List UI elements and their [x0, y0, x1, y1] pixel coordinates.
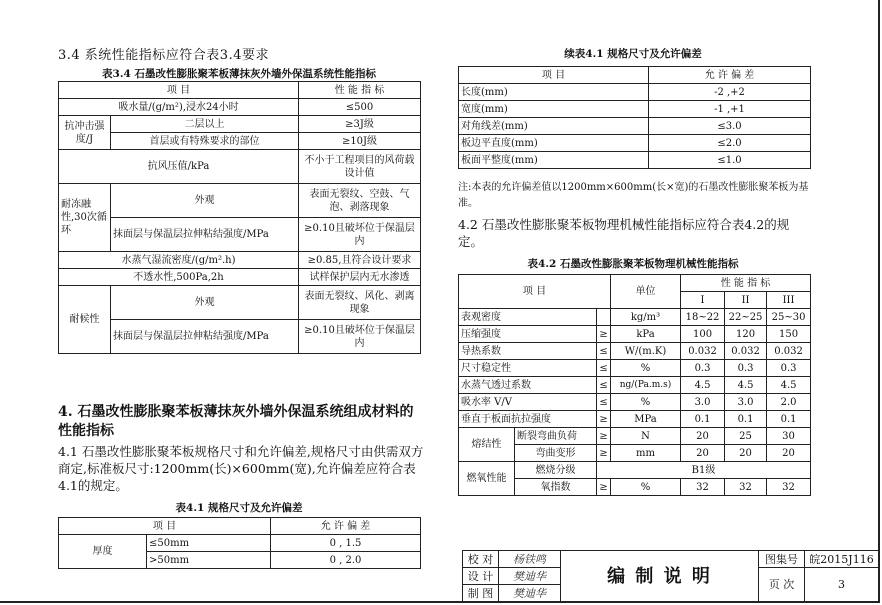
cell-melt-label: 熔结性	[459, 428, 515, 462]
table-3-4-caption: 表3.4 石墨改性膨胀聚苯板薄抹灰外墙外保温系统性能指标	[102, 68, 376, 80]
cell-op: ≥	[597, 479, 611, 496]
cell-v3: 0.1	[767, 411, 811, 428]
section-3-4-heading: 3.4 系统性能指标应符合表3.4要求	[58, 48, 269, 63]
cell-v2: 0 , 2.0	[271, 552, 421, 569]
atlas-number: 皖2015J116	[805, 551, 879, 568]
cell-vapor-item: 水蒸气湿流密度/(g/m².h)	[59, 252, 299, 269]
cell-wind-item: 抗风压值/kPa	[59, 150, 299, 184]
cell-burn-r1: 燃烧分级	[515, 462, 597, 479]
cell-weather-label: 耐候性	[59, 286, 111, 354]
atlas-label: 图集号	[759, 551, 805, 568]
cell-thick: 厚度	[59, 535, 147, 569]
cell-unit: W/(m.K)	[611, 343, 681, 360]
cell-item: 尺寸稳定性	[459, 360, 597, 377]
cell-v1: 32	[681, 479, 725, 496]
cell-item: 表观密度	[459, 309, 597, 326]
cell-v1: 100	[681, 326, 725, 343]
cell-v2: 0.3	[725, 360, 767, 377]
drawing-title: 编 制 说 明	[561, 551, 759, 602]
cell-op: ≤	[597, 377, 611, 394]
cell-freeze-bond-val: ≥0.10且破坏位于保温层内	[299, 218, 421, 252]
section-4-2-text: 4.2 石墨改性膨胀聚苯板物理机械性能指标应符合表4.2的规定。	[458, 217, 790, 249]
cell-vapor-val: ≥0.85,且符合设计要求	[299, 252, 421, 269]
cell-v1: 20	[681, 445, 725, 462]
cell-item: 水蒸气透过系数	[459, 377, 597, 394]
cell-weather-look-val: 表面无裂纹、风化、剥离现象	[299, 286, 421, 320]
check-signature: 杨铁鸣	[499, 551, 561, 568]
cell-v3: 20	[767, 445, 811, 462]
cell-item: 宽度(mm)	[459, 101, 649, 118]
cell-v3: 30	[767, 428, 811, 445]
cell-v1: 18~22	[681, 309, 725, 326]
cell-burn-r1-val: B1级	[597, 462, 811, 479]
cell-item: 吸水率 V/V	[459, 394, 597, 411]
cell-v3: 0.032	[767, 343, 811, 360]
cell-v1: 0 , 1.5	[271, 535, 421, 552]
cell-v2: 25	[725, 428, 767, 445]
cell-unit: kg/m³	[611, 309, 681, 326]
cell-item: 板边平直度(mm)	[459, 135, 649, 152]
cell-v3: 4.5	[767, 377, 811, 394]
cell-item: 长度(mm)	[459, 84, 649, 101]
page-label: 页 次	[759, 568, 805, 602]
cell-unit: %	[611, 394, 681, 411]
cell-v3: 25~30	[767, 309, 811, 326]
cell-v3: 2.0	[767, 394, 811, 411]
cell-impact-r1: 二层以上	[111, 116, 299, 133]
table-4-1	[58, 517, 421, 569]
cell-v1: 4.5	[681, 377, 725, 394]
cell-val: -1 ,+1	[649, 101, 811, 118]
th-grade-2: II	[725, 292, 767, 309]
cell-impact-r2: 首层或有特殊要求的部位	[111, 133, 299, 150]
th-dev: 允 许 偏 差	[649, 67, 811, 84]
cell-r1: ≤50mm	[147, 535, 271, 552]
cell-melt-r1: 断裂弯曲负荷	[515, 428, 597, 445]
cell-unit: kPa	[611, 326, 681, 343]
cell-item: 板面平整度(mm)	[459, 152, 649, 169]
th-perf: 性 能 指 标	[299, 82, 421, 99]
draw-signature: 樊迪华	[499, 585, 561, 602]
cell-burn-label: 燃氧性能	[459, 462, 515, 496]
cell-unit: %	[611, 479, 681, 496]
cell-val: -2 ,+2	[649, 84, 811, 101]
cell-v1: 3.0	[681, 394, 725, 411]
th-item: 项 目	[59, 82, 299, 99]
cell-water-val: ≤500	[299, 99, 421, 116]
cell-imperm-val: 试样保护层内无水渗透	[299, 269, 421, 286]
cell-op: ≥	[597, 411, 611, 428]
cell-impact-v1: ≥3J级	[299, 116, 421, 133]
cell-op	[597, 309, 611, 326]
cell-v1: 20	[681, 428, 725, 445]
cell-freeze-look: 外观	[111, 184, 299, 218]
cell-unit: mm	[611, 445, 681, 462]
th-dev: 允 许 偏 差	[271, 518, 421, 535]
design-signature: 樊迪华	[499, 568, 561, 585]
title-block	[462, 550, 879, 602]
cell-weather-bond-val: ≥0.10且破坏位于保温层内	[299, 320, 421, 354]
cell-v1: 0.1	[681, 411, 725, 428]
cell-val: ≤2.0	[649, 135, 811, 152]
table-4-1-cont-caption: 续表4.1 规格尺寸及允许偏差	[564, 48, 702, 60]
cell-v1: 0.3	[681, 360, 725, 377]
cell-op: ≥	[597, 445, 611, 462]
cell-v2: 0.1	[725, 411, 767, 428]
section-4-1-text: 4.1 石墨改性膨胀聚苯板规格尺寸和允许偏差,规格尺寸由供需双方商定,标准板尺寸:1200mm(长)×600mm(宽),允许偏差应符合表4.1的规定。	[58, 444, 424, 493]
cell-op: ≥	[597, 326, 611, 343]
cell-water-item: 吸水量/(g/m²),浸水24小时	[59, 99, 299, 116]
cell-op: ≥	[597, 428, 611, 445]
draw-label: 制 图	[463, 585, 499, 602]
cell-unit: MPa	[611, 411, 681, 428]
cell-burn-r2: 氧指数	[515, 479, 597, 496]
section-4-heading: 4. 石墨改性膨胀聚苯板薄抹灰外墙外保温系统组成材料的性能指标	[58, 404, 414, 439]
cell-melt-r2: 弯曲变形	[515, 445, 597, 462]
cell-unit: ng/(Pa.m.s)	[611, 377, 681, 394]
cell-impact-v2: ≥10J级	[299, 133, 421, 150]
cell-wind-val: 不小于工程项目的风荷载设计值	[299, 150, 421, 184]
cell-v2: 4.5	[725, 377, 767, 394]
cell-v3: 0.3	[767, 360, 811, 377]
th-item: 项 目	[459, 275, 611, 309]
th-unit: 单位	[611, 275, 681, 309]
cell-unit: N	[611, 428, 681, 445]
cell-item: 垂直于板面抗拉强度	[459, 411, 597, 428]
cell-imperm-item: 不透水性,500Pa,2h	[59, 269, 299, 286]
th-perf: 性 能 指 标	[681, 275, 811, 292]
cell-op: ≤	[597, 343, 611, 360]
cell-v2: 20	[725, 445, 767, 462]
cell-v2: 32	[725, 479, 767, 496]
table-4-1-continued	[458, 66, 811, 169]
cell-freeze-bond: 抹面层与保温层拉伸粘结强度/MPa	[111, 218, 299, 252]
table-3-4	[58, 81, 421, 354]
design-label: 设 计	[463, 568, 499, 585]
cell-r2: >50mm	[147, 552, 271, 569]
cell-val: ≤3.0	[649, 118, 811, 135]
cell-op: ≤	[597, 394, 611, 411]
cell-impact-label: 抗冲击强度/J	[59, 116, 111, 150]
cell-item: 对角线差(mm)	[459, 118, 649, 135]
cell-freeze-label: 耐冻融性,30次循环	[59, 184, 111, 252]
th-item: 项 目	[459, 67, 649, 84]
th-item: 项 目	[59, 518, 271, 535]
cell-v2: 0.032	[725, 343, 767, 360]
cell-weather-bond: 抹面层与保温层拉伸粘结强度/MPa	[111, 320, 299, 354]
cell-op: ≤	[597, 360, 611, 377]
cell-v1: 0.032	[681, 343, 725, 360]
cell-item: 压缩强度	[459, 326, 597, 343]
cell-weather-look: 外观	[111, 286, 299, 320]
cell-unit: %	[611, 360, 681, 377]
cell-v3: 32	[767, 479, 811, 496]
page-number: 3	[805, 568, 879, 602]
cell-v2: 3.0	[725, 394, 767, 411]
cell-freeze-look-val: 表面无裂纹、空鼓、气泡、剥落现象	[299, 184, 421, 218]
th-grade-3: III	[767, 292, 811, 309]
th-grade-1: I	[681, 292, 725, 309]
table-4-2-caption: 表4.2 石墨改性膨胀聚苯板物理机械性能指标	[527, 258, 739, 270]
table-4-1-caption: 表4.1 规格尺寸及允许偏差	[175, 502, 303, 514]
table-note: 注:本表的允许偏差值以1200mm×600mm(长×宽)的石墨改性膨胀聚苯板为基准。	[458, 182, 809, 209]
cell-val: ≤1.0	[649, 152, 811, 169]
check-label: 校 对	[463, 551, 499, 568]
table-4-2	[458, 274, 811, 496]
cell-v3: 150	[767, 326, 811, 343]
cell-v2: 120	[725, 326, 767, 343]
cell-item: 导热系数	[459, 343, 597, 360]
cell-v2: 22~25	[725, 309, 767, 326]
